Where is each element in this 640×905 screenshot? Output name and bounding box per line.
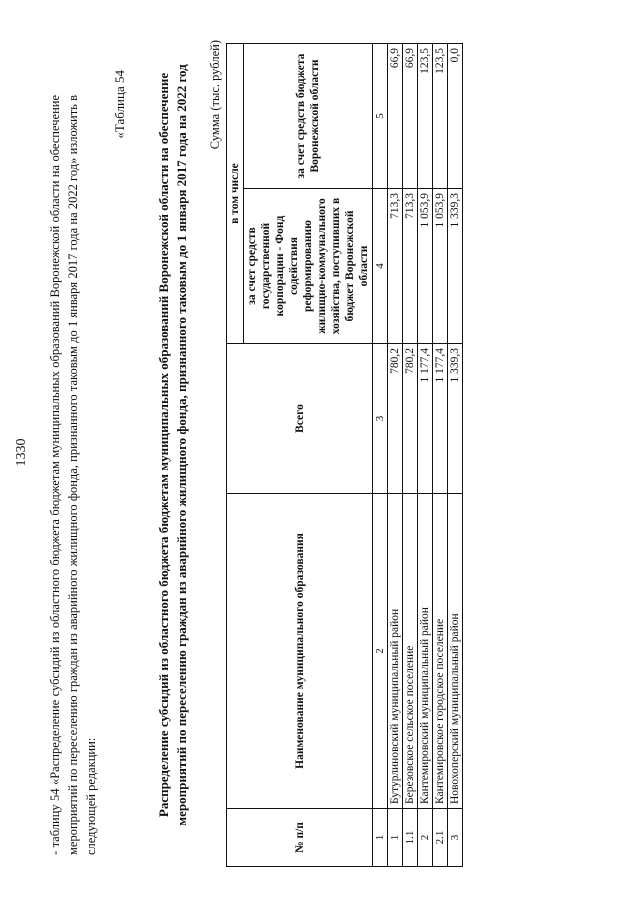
row-name: Бутурлиновский муниципальный район [388,494,403,809]
table-row [448,44,463,867]
column-number: 4 [373,189,388,344]
row-num: 2.1 [433,809,448,867]
row-fund: 1 053,9 [418,189,433,344]
row-name: Кантемировский муниципальный район [418,494,433,809]
row-fund: 713,3 [388,189,403,344]
page-number: 1330 [14,438,29,467]
row-num: 1 [388,809,403,867]
header-regional: за счет средств бюджета Воронежской области [244,44,373,189]
row-regional: 123,5 [418,44,433,189]
row-num: 1.1 [403,809,418,867]
units-label: Сумма (тыс. рублей) [208,40,222,150]
table-row [388,44,403,867]
row-num: 3 [448,809,463,867]
subsidy-table [226,43,463,867]
row-name: Березовское сельское поселение [403,494,418,809]
header-fund: за счет средств государственной корпорации - Фонд содействия реформированию жилищно-коммунального хозяйства, поступивших в бюджет Воронежской области [244,189,373,344]
table-caption: Распределение субсидий из областного бюджета бюджетам муниципальных образований Воронежской области на обеспечение мероприятий по переселению граждан из аварийного жилищного фонда, признанного таковым до 1 января 2017 года на 2022 год [156,64,189,826]
table-row [418,44,433,867]
row-name: Новохоперский муниципальный район [448,494,463,809]
table-row [403,44,418,867]
column-number: 3 [373,344,388,494]
row-total: 1 177,4 [418,344,433,494]
row-total: 1 339,3 [448,344,463,494]
row-regional: 123,5 [433,44,448,189]
row-total: 780,2 [403,344,418,494]
row-fund: 1 053,9 [433,189,448,344]
row-fund: 1 339,3 [448,189,463,344]
column-number: 5 [373,44,388,189]
row-num: 2 [418,809,433,867]
intro-paragraph: - таблицу 54 «Распределение субсидий из областного бюджета бюджетам муниципальных образований Воронежской области на обеспечение мероприятий по переселению граждан из аварийного жилищного фонда, признанного таковым до 1 января 2017 года на 2022 год» изложить в следующей редакции: [48,95,98,855]
row-fund: 713,3 [403,189,418,344]
table-row [433,44,448,867]
row-name: Кантемировское городское поселение [433,494,448,809]
column-number: 2 [373,494,388,809]
column-number-row [373,44,388,867]
header-name: Наименование муниципального образования [227,494,373,809]
header-total: Всего [227,344,373,494]
row-regional: 66,9 [388,44,403,189]
row-regional: 0,0 [448,44,463,189]
header-including: в том числе [227,44,244,344]
row-total: 780,2 [388,344,403,494]
row-total: 1 177,4 [433,344,448,494]
column-number: 1 [373,809,388,867]
header-row [227,44,244,867]
row-regional: 66,9 [403,44,418,189]
table-reference: «Таблица 54 [112,70,127,139]
header-num: № п/п [227,809,373,867]
